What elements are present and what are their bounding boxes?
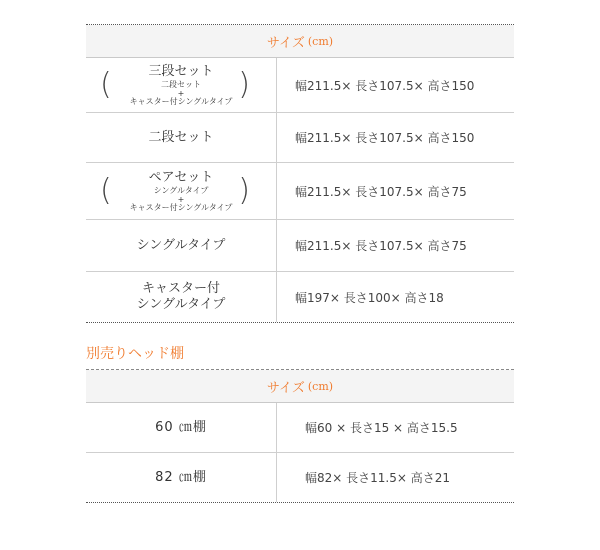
row-name: 三段セット — [148, 63, 214, 79]
row-sub1: シングルタイプ — [153, 185, 209, 195]
table-row — [86, 219, 514, 271]
row-plus: + — [177, 194, 185, 204]
row-size: 幅211.5× 長さ107.5× 高さ150 — [295, 78, 475, 93]
row-label-cell — [86, 113, 277, 162]
row-size: 幅211.5× 長さ107.5× 高さ75 — [295, 184, 467, 199]
row-sub2: キャスター付シングルタイプ — [129, 202, 233, 212]
row-name-line1: キャスター付 — [141, 281, 220, 296]
header-unit: (cm) — [307, 34, 334, 48]
paren-close: ) — [238, 67, 250, 102]
row-size: 幅197× 長さ100× 高さ18 — [295, 290, 444, 305]
table-row — [86, 452, 514, 503]
paren-close: ) — [238, 173, 250, 208]
row-name-line2: シングルタイプ — [136, 297, 226, 312]
table-header — [86, 25, 514, 58]
row-size: 幅60 × 長さ15 × 高さ15.5 — [305, 421, 458, 435]
row-label-cell — [86, 220, 277, 271]
row-sub2: キャスター付シングルタイプ — [129, 96, 233, 106]
row-size: 幅211.5× 長さ107.5× 高さ150 — [295, 131, 475, 145]
row-label-cell — [86, 163, 277, 219]
table-row — [86, 403, 514, 452]
paren-open: ( — [100, 67, 112, 102]
table-row — [86, 58, 514, 112]
row-name: 82 ㎝棚 — [155, 469, 207, 485]
row-label-cell — [86, 58, 277, 112]
row-name: ペアセット — [148, 169, 214, 185]
table-row — [86, 271, 514, 323]
table-header — [86, 370, 514, 403]
table-row — [86, 162, 514, 219]
size-table-main — [86, 24, 514, 323]
row-label-cell — [86, 272, 277, 322]
row-plus: + — [177, 88, 185, 98]
row-size: 幅82× 長さ11.5× 高さ21 — [305, 471, 450, 485]
header-unit: (cm) — [307, 379, 334, 393]
table-row — [86, 112, 514, 162]
section-title: 別売りヘッド棚 — [86, 346, 184, 362]
row-name: 二段セット — [148, 129, 214, 145]
header-label: サイズ — [266, 35, 305, 51]
row-label-cell — [86, 403, 277, 452]
header-label: サイズ — [266, 380, 305, 396]
row-label-cell — [86, 453, 277, 502]
row-sub1: 二段セット — [161, 79, 201, 89]
paren-open: ( — [100, 173, 112, 208]
row-name: シングルタイプ — [136, 237, 226, 253]
row-name: 60 ㎝棚 — [155, 419, 207, 435]
row-size: 幅211.5× 長さ107.5× 高さ75 — [295, 239, 467, 253]
size-table-head-shelf — [86, 369, 514, 503]
